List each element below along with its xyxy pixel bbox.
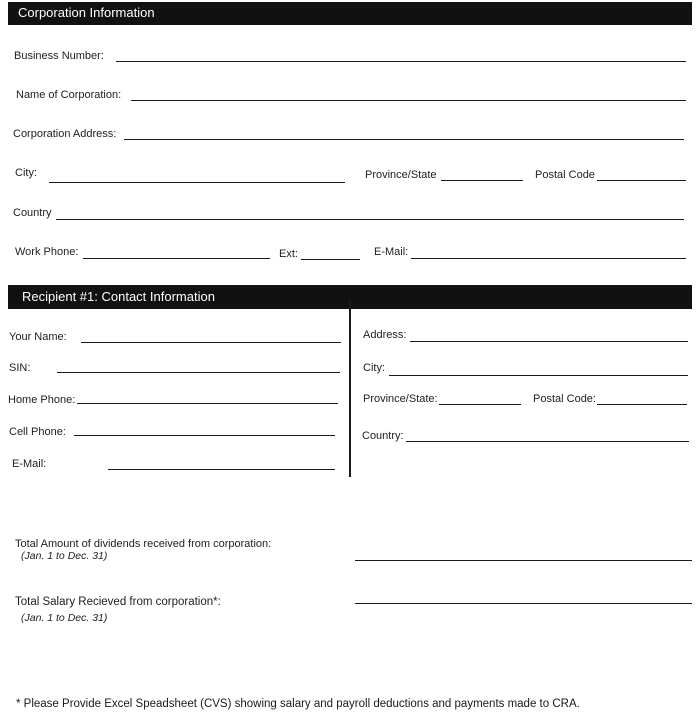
recipient-country-label: Country: xyxy=(362,430,404,442)
dividends-label: Total Amount of dividends received from corporation: xyxy=(15,538,272,550)
ext-field[interactable] xyxy=(301,259,360,260)
recipient-postal-field[interactable] xyxy=(597,404,687,405)
corporation-address-field[interactable] xyxy=(124,139,684,140)
corp-postal-field[interactable] xyxy=(597,180,686,181)
corp-city-label: City: xyxy=(15,167,37,179)
recipient-email-field[interactable] xyxy=(108,469,335,470)
your-name-field[interactable] xyxy=(81,342,341,343)
corp-province-field[interactable] xyxy=(441,180,523,181)
corp-city-field[interactable] xyxy=(49,182,345,183)
recipient-postal-label: Postal Code: xyxy=(533,393,596,405)
corporation-name-label: Name of Corporation: xyxy=(16,89,122,101)
recipient-address-field[interactable] xyxy=(410,341,688,342)
salary-label: Total Salary Recieved from corporation*: xyxy=(15,596,221,608)
column-divider xyxy=(349,300,351,477)
corp-country-field[interactable] xyxy=(56,219,684,220)
footnote: * Please Provide Excel Speadsheet (CVS) showing salary and payroll deductions and payments made to CRA. xyxy=(16,698,580,710)
dividends-amount-field[interactable] xyxy=(355,560,692,561)
recipient-province-label: Province/State: xyxy=(363,393,438,405)
recipient-country-field[interactable] xyxy=(406,441,689,442)
business-number-label: Business Number: xyxy=(14,50,104,62)
recipient-address-label: Address: xyxy=(363,329,407,341)
corp-email-label: E-Mail: xyxy=(374,246,409,258)
salary-period: (Jan. 1 to Dec. 31) xyxy=(21,612,108,624)
corp-country-label: Country xyxy=(13,207,52,219)
sin-field[interactable] xyxy=(57,372,340,373)
recipient-email-label: E-Mail: xyxy=(12,458,47,470)
recipient-section-header: Recipient #1: Contact Information xyxy=(8,285,692,309)
ext-label: Ext: xyxy=(279,248,298,260)
home-phone-field[interactable] xyxy=(77,403,338,404)
cell-phone-label: Cell Phone: xyxy=(9,426,66,438)
cell-phone-field[interactable] xyxy=(74,435,335,436)
business-number-field[interactable] xyxy=(116,61,686,62)
dividends-period: (Jan. 1 to Dec. 31) xyxy=(21,550,108,562)
recipient-city-field[interactable] xyxy=(389,375,688,376)
your-name-label: Your Name: xyxy=(9,331,67,343)
work-phone-label: Work Phone: xyxy=(15,246,79,258)
recipient-province-field[interactable] xyxy=(439,404,521,405)
home-phone-label: Home Phone: xyxy=(8,394,76,406)
sin-label: SIN: xyxy=(9,362,31,374)
corp-province-label: Province/State xyxy=(365,169,437,181)
corporation-name-field[interactable] xyxy=(131,100,686,101)
corp-postal-label: Postal Code xyxy=(535,169,595,181)
recipient-city-label: City: xyxy=(363,362,385,374)
corp-email-field[interactable] xyxy=(411,258,686,259)
corporation-address-label: Corporation Address: xyxy=(13,128,117,140)
corporation-section-header: Corporation Information xyxy=(8,2,692,25)
salary-amount-field[interactable] xyxy=(355,603,692,604)
work-phone-field[interactable] xyxy=(83,258,270,259)
